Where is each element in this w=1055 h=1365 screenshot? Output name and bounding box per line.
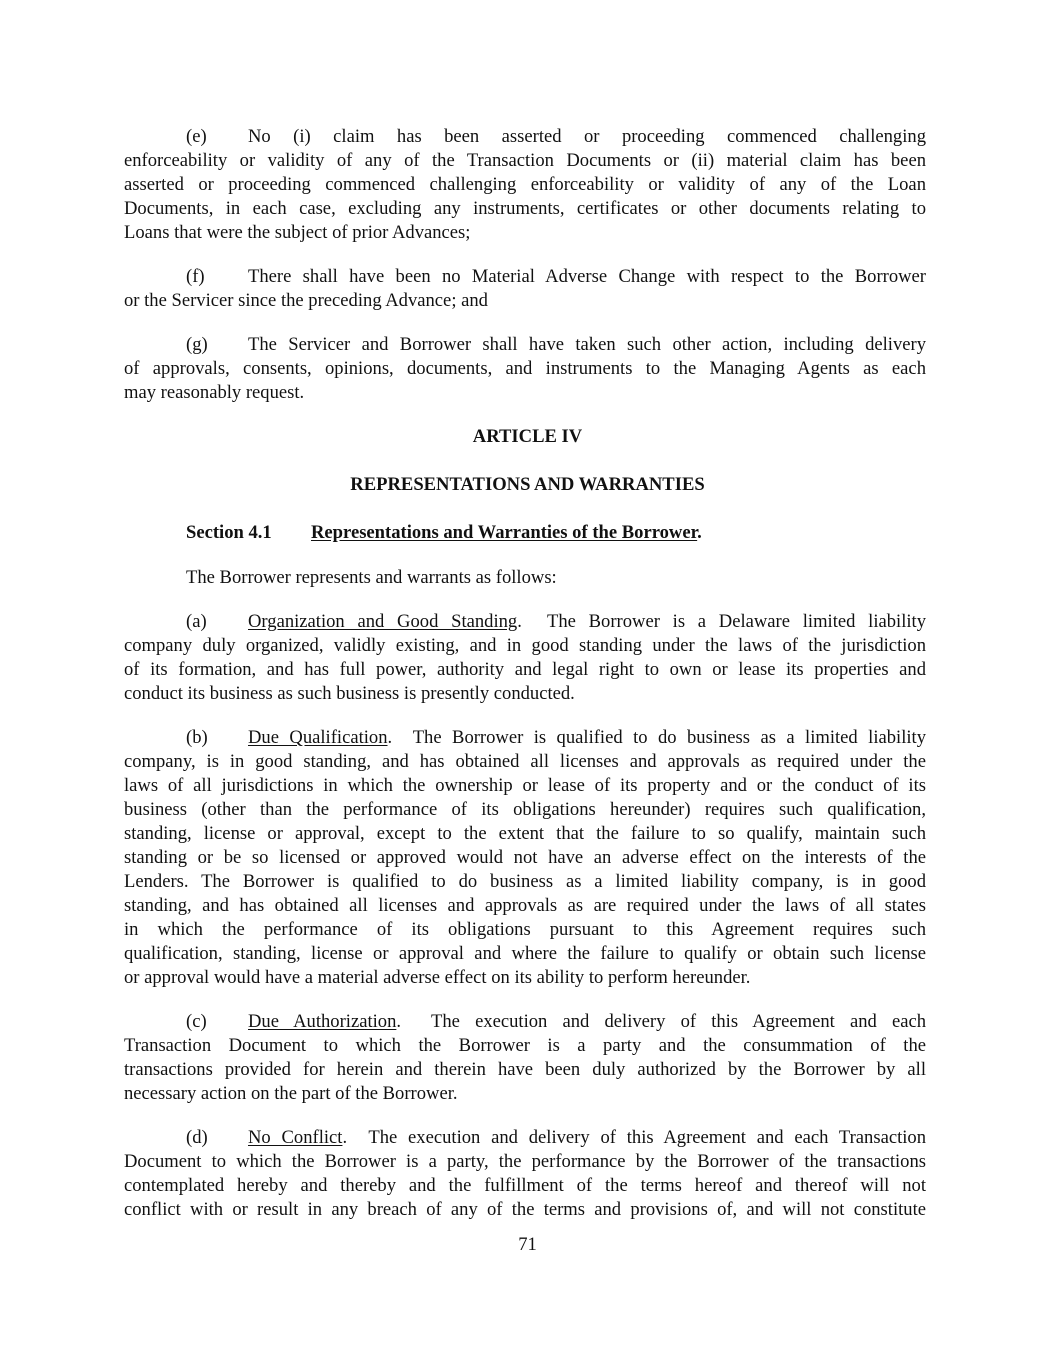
rep-label: (c) [186,1011,207,1032]
rep-a-line: company duly organized, validly existing, and in good standing under the laws of the jurisdiction [124,635,926,656]
punctuation: . [387,727,393,748]
paragraph-f-line: or the Servicer since the preceding Advance; and [124,290,488,311]
text: The Servicer and Borrower shall have taken such other action, including delivery [248,334,926,355]
rep-b-line: laws of all jurisdictions in which the ownership or lease of its property and or the conduct of its [124,775,926,796]
rep-heading: Due Authorization [248,1011,397,1032]
rep-label: (b) [186,727,208,748]
rep-label: (d) [186,1127,208,1148]
rep-a-line: conduct its business as such business is presently conducted. [124,683,575,704]
rep-c-line-1 [186,1010,926,1034]
punctuation: . [396,1011,402,1032]
rep-b-line: business (other than the performance of its obligations hereunder) requires such qualification, [124,799,926,820]
paragraph-f-line-1 [186,265,926,289]
rep-b-line: Lenders. The Borrower is qualified to do business as a limited liability company, is in good [124,871,926,892]
article-title: REPRESENTATIONS AND WARRANTIES [350,474,705,495]
paragraph-e-line: Loans that were the subject of prior Advances; [124,222,471,243]
rep-a-line: of its formation, and has full power, authority and legal right to own or lease its properties and [124,659,926,680]
rep-b-line: in which the performance of its obligations pursuant to this Agreement requires such [124,919,926,940]
paragraph-label: (e) [186,126,207,147]
text: The Borrower is a Delaware limited liability [547,611,926,632]
punctuation: . [697,522,702,543]
page-number: 71 [518,1234,537,1255]
rep-heading: No Conflict [248,1127,343,1148]
section-title: Representations and Warranties of the Borrower [311,522,698,543]
text: The execution and delivery of this Agreement and each [431,1011,927,1032]
punctuation: . [342,1127,348,1148]
rep-heading: Organization and Good Standing [248,611,518,632]
rep-c-line: necessary action on the part of the Borrower. [124,1083,458,1104]
rep-c-line: Transaction Document to which the Borrower is a party and the consummation of the [124,1035,926,1056]
punctuation: . [517,611,522,632]
text: The Borrower is qualified to do business as a limited liability [412,727,926,748]
rep-d-line: conflict with or result in any breach of any of the terms and provisions of, and will not constitute [124,1199,926,1220]
rep-heading: Due Qualification [248,727,388,748]
article-number: ARTICLE IV [472,426,583,447]
rep-b-line: standing, and has obtained all licenses and approvals as are required under the laws of all states [124,895,926,916]
paragraph-g-line: of approvals, consents, opinions, documents, and instruments to the Managing Agents as each [124,358,926,379]
rep-d-line: contemplated hereby and thereby and the fulfillment of the terms hereof and thereof will not [124,1175,926,1196]
paragraph-e-line: enforceability or validity of any of the Transaction Documents or (ii) material claim has been [124,150,926,171]
text: There shall have been no Material Adverse Change with respect to the Borrower [248,266,926,287]
paragraph-e-line-1 [186,125,926,149]
rep-d-line: Document to which the Borrower is a party, the performance by the Borrower of the transactions [124,1151,926,1172]
text: The execution and delivery of this Agreement and each Transaction [368,1127,926,1148]
section-heading [186,521,926,545]
rep-b-line-1 [186,726,926,750]
paragraph-e-line: Documents, in each case, excluding any instruments, certificates or other documents relating to [124,198,926,219]
rep-c-line: transactions provided for herein and therein have been duly authorized by the Borrower by all [124,1059,926,1080]
rep-d-line-1 [186,1126,926,1150]
rep-label: (a) [186,611,207,632]
section-intro: The Borrower represents and warrants as follows: [186,567,557,588]
text: No (i) claim has been asserted or proceeding commenced challenging [248,126,926,147]
rep-b-line: standing or be so licensed or approved would not have an adverse effect on the interests of the [124,847,926,868]
paragraph-g-line: may reasonably request. [124,382,305,403]
paragraph-label: (f) [186,266,205,287]
paragraph-label: (g) [186,334,208,355]
rep-b-line: standing, license or approval, except to the extent that the failure to so qualify, maintain such [124,823,926,844]
rep-a-line-1 [186,610,926,634]
paragraph-e-line: asserted or proceeding commenced challenging enforceability or validity of any of the Loan [124,174,926,195]
section-number: Section 4.1 [186,522,272,543]
rep-b-line: or approval would have a material adverse effect on its ability to perform hereunder. [124,967,751,988]
rep-b-line: company, is in good standing, and has obtained all licenses and approvals as required under the [124,751,926,772]
rep-b-line: qualification, standing, license or approval and where the failure to qualify or obtain such license [124,943,926,964]
paragraph-g-line-1 [186,333,926,357]
